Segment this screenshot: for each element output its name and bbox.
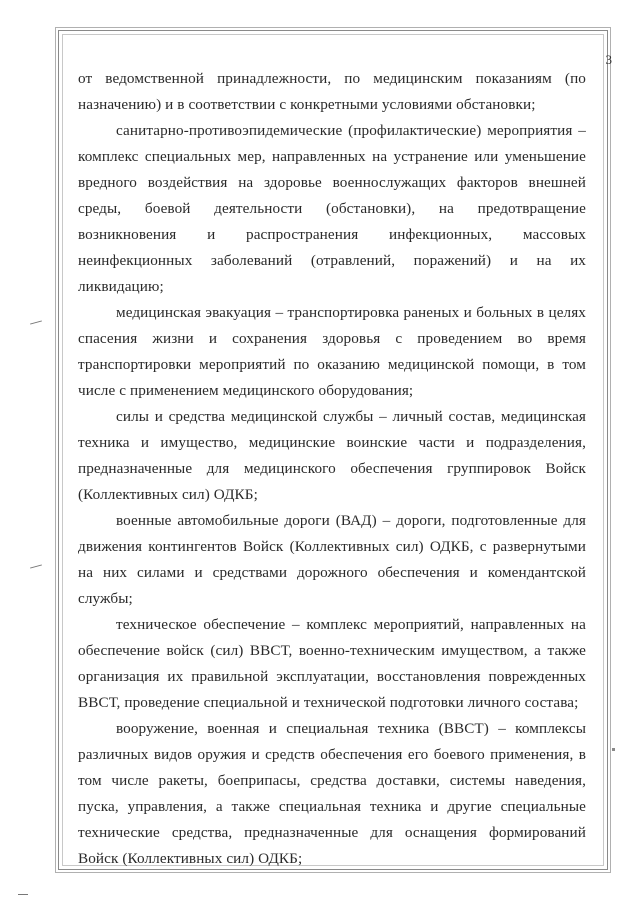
definition-sanitary-measures: санитарно-противоэпидемические (профилактические) мероприятия – комплекс специальных мер, направленных на устранение или уменьшение вредного воздействия на здоровье военнослужащих факторов внешней среды, боевой деятельности (обстановки), на предотвращение возникновения и распространения инфекционных, массовых неинфекционных заболеваний (отравлений, поражений) и на их ликвидацию; [78, 122, 586, 295]
page-number: 3 [605, 52, 612, 67]
document-body [78, 66, 586, 872]
definition-medical-service-forces: силы и средства медицинской службы – личный состав, медицинская техника и имущество, медицинские воинские части и подразделения, предназначенные для медицинского обеспечения группировок Войск (Коллективных сил) ОДКБ; [78, 408, 586, 503]
definition-weapons-equipment: вооружение, военная и специальная техника (ВВСТ) – комплексы различных видов оружия и средств обеспечения его боевого применения, в том числе ракеты, боеприпасы, средства доставки, системы наведения, пуска, управления, а также специальная техника и другие специальные технические средства, предназначенные для оснащения формирований Войск (Коллективных сил) ОДКБ; [78, 720, 586, 867]
binding-hole-mark [30, 564, 42, 568]
binding-hole-mark [30, 320, 42, 324]
scan-mark [18, 894, 28, 895]
scan-dot [612, 748, 615, 751]
definition-technical-support: техническое обеспечение – комплекс мероприятий, направленных на обеспечение войск (сил) ВВСТ, военно-техническим имуществом, а также организация их правильной эксплуатации, восстановления поврежденных ВВСТ, проведение специальной и технической подготовки личного состава; [78, 616, 586, 711]
paragraph-continuation: от ведомственной принадлежности, по медицинским показаниям (по назначению) и в соответствии с конкретными условиями обстановки; [78, 70, 586, 113]
definition-military-roads: военные автомобильные дороги (ВАД) – дороги, подготовленные для движения контингентов Войск (Коллективных сил) ОДКБ, с развернутыми на них силами и средствами дорожного обеспечения и комендантской службы; [78, 512, 586, 607]
definition-medical-evacuation: медицинская эвакуация – транспортировка раненых и больных в целях спасения жизни и сохранения здоровья с проведением во время транспортировки мероприятий по оказанию медицинской помощи, в том числе с применением медицинского оборудования; [78, 304, 586, 399]
